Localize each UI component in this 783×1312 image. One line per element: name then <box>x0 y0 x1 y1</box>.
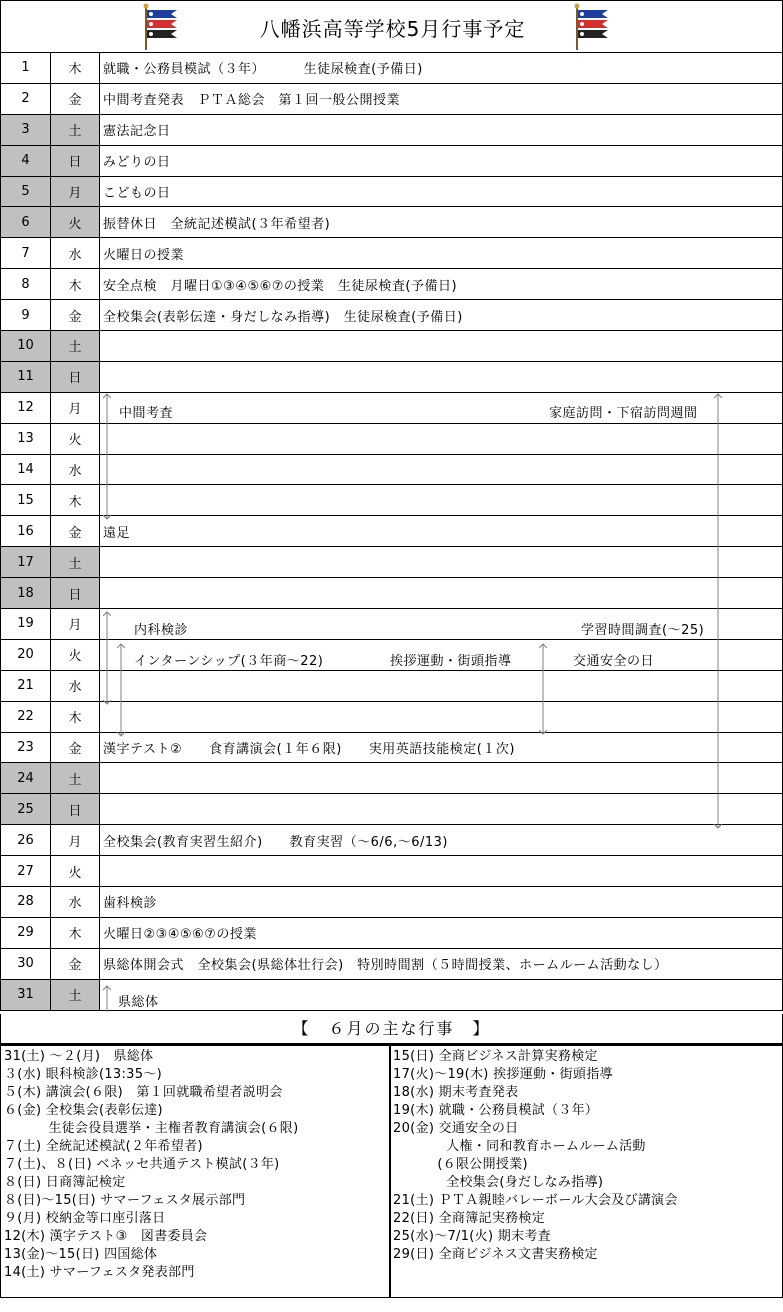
day-number: 6 <box>1 207 51 238</box>
day-number: 4 <box>1 145 51 176</box>
day-number: 12 <box>1 392 51 423</box>
calendar-row <box>1 176 783 207</box>
event-text: 振替休日 全統記述模試(３年希望者) <box>100 207 783 238</box>
weekday: 水 <box>51 887 100 918</box>
day-number: 5 <box>1 176 51 207</box>
day-number: 19 <box>1 609 51 640</box>
midterm-label: 中間考査 <box>119 406 174 421</box>
event-text <box>100 331 783 362</box>
day-number: 18 <box>1 578 51 609</box>
internship-label: インターンシップ(３年商～22) <box>134 654 324 669</box>
event-text: みどりの日 <box>100 145 783 176</box>
event-text <box>100 856 783 887</box>
calendar-row <box>1 145 783 176</box>
weekday: 火 <box>51 207 100 238</box>
weekday: 土 <box>51 331 100 362</box>
weekday: 木 <box>51 53 100 84</box>
weekday: 木 <box>51 917 100 948</box>
calendar-table <box>0 52 783 1011</box>
weekday: 月 <box>51 176 100 207</box>
weekday: 日 <box>51 145 100 176</box>
june-divider <box>389 1046 391 1298</box>
day-number: 1 <box>1 53 51 84</box>
day-number: 3 <box>1 114 51 145</box>
calendar-row <box>1 269 783 300</box>
calendar-row <box>1 701 783 732</box>
day-number: 8 <box>1 269 51 300</box>
calendar-row <box>1 300 783 331</box>
event-text <box>100 454 783 485</box>
calendar-row <box>1 516 783 547</box>
day-number: 24 <box>1 763 51 794</box>
calendar-row <box>1 917 783 948</box>
day-number: 2 <box>1 83 51 114</box>
weekday: 土 <box>51 547 100 578</box>
calendar-row <box>1 83 783 114</box>
day-number: 30 <box>1 948 51 979</box>
study-survey-label: 学習時間調査(～25) <box>581 623 705 638</box>
weekday: 金 <box>51 732 100 763</box>
june-events-box <box>0 1044 783 1298</box>
event-text: 全校集会(表彰伝達・身だしなみ指導) 生徒尿検査(予備日) <box>100 300 783 331</box>
day-number: 23 <box>1 732 51 763</box>
greeting-label: 挨拶運動・街頭指導 <box>390 654 512 669</box>
event-text: 中間考査発表 ＰＴＡ総会 第１回一般公開授業 <box>100 83 783 114</box>
weekday: 土 <box>51 114 100 145</box>
weekday: 火 <box>51 856 100 887</box>
calendar-row <box>1 454 783 485</box>
event-text <box>100 547 783 578</box>
calendar-row <box>1 53 783 84</box>
calendar-row <box>1 794 783 825</box>
day-number: 10 <box>1 331 51 362</box>
event-text <box>100 578 783 609</box>
weekday: 日 <box>51 361 100 392</box>
day-number: 20 <box>1 639 51 670</box>
weekday: 土 <box>51 979 100 1010</box>
day-number: 31 <box>1 979 51 1010</box>
calendar-row <box>1 578 783 609</box>
title-row <box>0 0 783 52</box>
calendar-row <box>1 547 783 578</box>
weekday: 金 <box>51 516 100 547</box>
event-text: 火曜日の授業 <box>100 238 783 269</box>
weekday: 月 <box>51 825 100 856</box>
calendar-row <box>1 856 783 887</box>
home-visit-label: 家庭訪問・下宿訪問週間 <box>549 406 698 421</box>
day-number: 13 <box>1 423 51 454</box>
day-number: 16 <box>1 516 51 547</box>
event-text <box>100 794 783 825</box>
event-text <box>100 423 783 454</box>
weekday: 土 <box>51 763 100 794</box>
calendar-row <box>1 207 783 238</box>
event-text <box>100 763 783 794</box>
event-text <box>100 485 783 516</box>
weekday: 木 <box>51 701 100 732</box>
calendar-row <box>1 423 783 454</box>
calendar-row <box>1 670 783 701</box>
calendar-row <box>1 732 783 763</box>
weekday: 水 <box>51 454 100 485</box>
weekday: 水 <box>51 670 100 701</box>
weekday: 日 <box>51 794 100 825</box>
calendar-row <box>1 361 783 392</box>
event-text: 漢字テスト② 食育講演会(１年６限) 実用英語技能検定(１次) <box>100 732 783 763</box>
day-number: 11 <box>1 361 51 392</box>
weekday: 火 <box>51 423 100 454</box>
weekday: 月 <box>51 392 100 423</box>
calendar-row <box>1 825 783 856</box>
june-heading: 【 ６月の主な行事 】 <box>0 1014 783 1044</box>
event-text: 歯科検診 <box>100 887 783 918</box>
day-number: 15 <box>1 485 51 516</box>
event-text: こどもの日 <box>100 176 783 207</box>
day-number: 25 <box>1 794 51 825</box>
prefectural-label: 県総体 <box>118 995 159 1010</box>
weekday: 水 <box>51 238 100 269</box>
event-text <box>100 701 783 732</box>
calendar-row <box>1 948 783 979</box>
weekday: 日 <box>51 578 100 609</box>
koinobori-icon <box>568 3 616 51</box>
weekday: 木 <box>51 485 100 516</box>
event-text: 憲法記念日 <box>100 114 783 145</box>
weekday: 金 <box>51 948 100 979</box>
weekday: 金 <box>51 300 100 331</box>
medical-label: 内科検診 <box>134 623 189 638</box>
day-number: 28 <box>1 887 51 918</box>
event-text: 火曜日②③④⑤⑥⑦の授業 <box>100 917 783 948</box>
calendar-row <box>1 331 783 362</box>
weekday: 木 <box>51 269 100 300</box>
day-number: 27 <box>1 856 51 887</box>
day-number: 21 <box>1 670 51 701</box>
day-number: 17 <box>1 547 51 578</box>
day-number: 9 <box>1 300 51 331</box>
calendar-row <box>1 238 783 269</box>
calendar-row <box>1 763 783 794</box>
day-number: 7 <box>1 238 51 269</box>
event-text: 県総体開会式 全校集会(県総体壮行会) 特別時間割（５時間授業、ホームルーム活動なし） <box>100 948 783 979</box>
traffic-label: 交通安全の日 <box>573 654 655 669</box>
day-number: 22 <box>1 701 51 732</box>
weekday: 火 <box>51 639 100 670</box>
june-events-left: 31(土) ～２(月) 県総体 ３(水) 眼科検診(13:35～) ５(木) 講演会(６限) 第１回就職希望者説明会 ６(金) 全校集会(表彰伝達) 生徒会役員選挙・主権者教育講演会(６限) ７(土) 全統記述模試(２年希望者) ７(土)、８(日) ベネッセ共通テスト模試(３年) ８(日) 日商簿記検定 ８(日)～15(日) サマーフェスタ展示部門 ９(月) 校納金等口座引落日 12(木) 漢字テスト③ 図書委員会 13(金)～15(日) 四国総体 14(土) サマーフェスタ発表部門 <box>4 1049 299 1280</box>
calendar-row <box>1 114 783 145</box>
weekday: 金 <box>51 83 100 114</box>
event-text: 遠足 <box>100 516 783 547</box>
calendar-row <box>1 887 783 918</box>
weekday: 月 <box>51 609 100 640</box>
event-text: 安全点検 月曜日①③④⑤⑥⑦の授業 生徒尿検査(予備日) <box>100 269 783 300</box>
event-text: 就職・公務員模試（３年） 生徒尿検査(予備日) <box>100 53 783 84</box>
page-title: 八幡浜高等学校5月行事予定 <box>259 17 526 41</box>
event-text <box>100 670 783 701</box>
event-text <box>100 979 783 1010</box>
event-text <box>100 361 783 392</box>
event-text: 全校集会(教育実習生紹介) 教育実習（～6/6,～6/13) <box>100 825 783 856</box>
calendar-row <box>1 485 783 516</box>
day-number: 29 <box>1 917 51 948</box>
day-number: 14 <box>1 454 51 485</box>
day-number: 26 <box>1 825 51 856</box>
june-events-right: 15(日) 全商ビジネス計算実務検定 17(火)～19(木) 挨拶運動・街頭指導 18(水) 期末考査発表 19(木) 就職・公務員模試（３年） 20(金) 交通安全の日 人権・同和教育ホームルーム活動 (６限公開授業) 全校集会(身だしなみ指導) 21(土) ＰＴＡ親睦バレーボール大会及び講演会 22(日) 全商簿記実務検定 25(水)～7/1(火) 期末考査 29(日) 全商ビジネス文書実務検定 <box>393 1049 678 1262</box>
